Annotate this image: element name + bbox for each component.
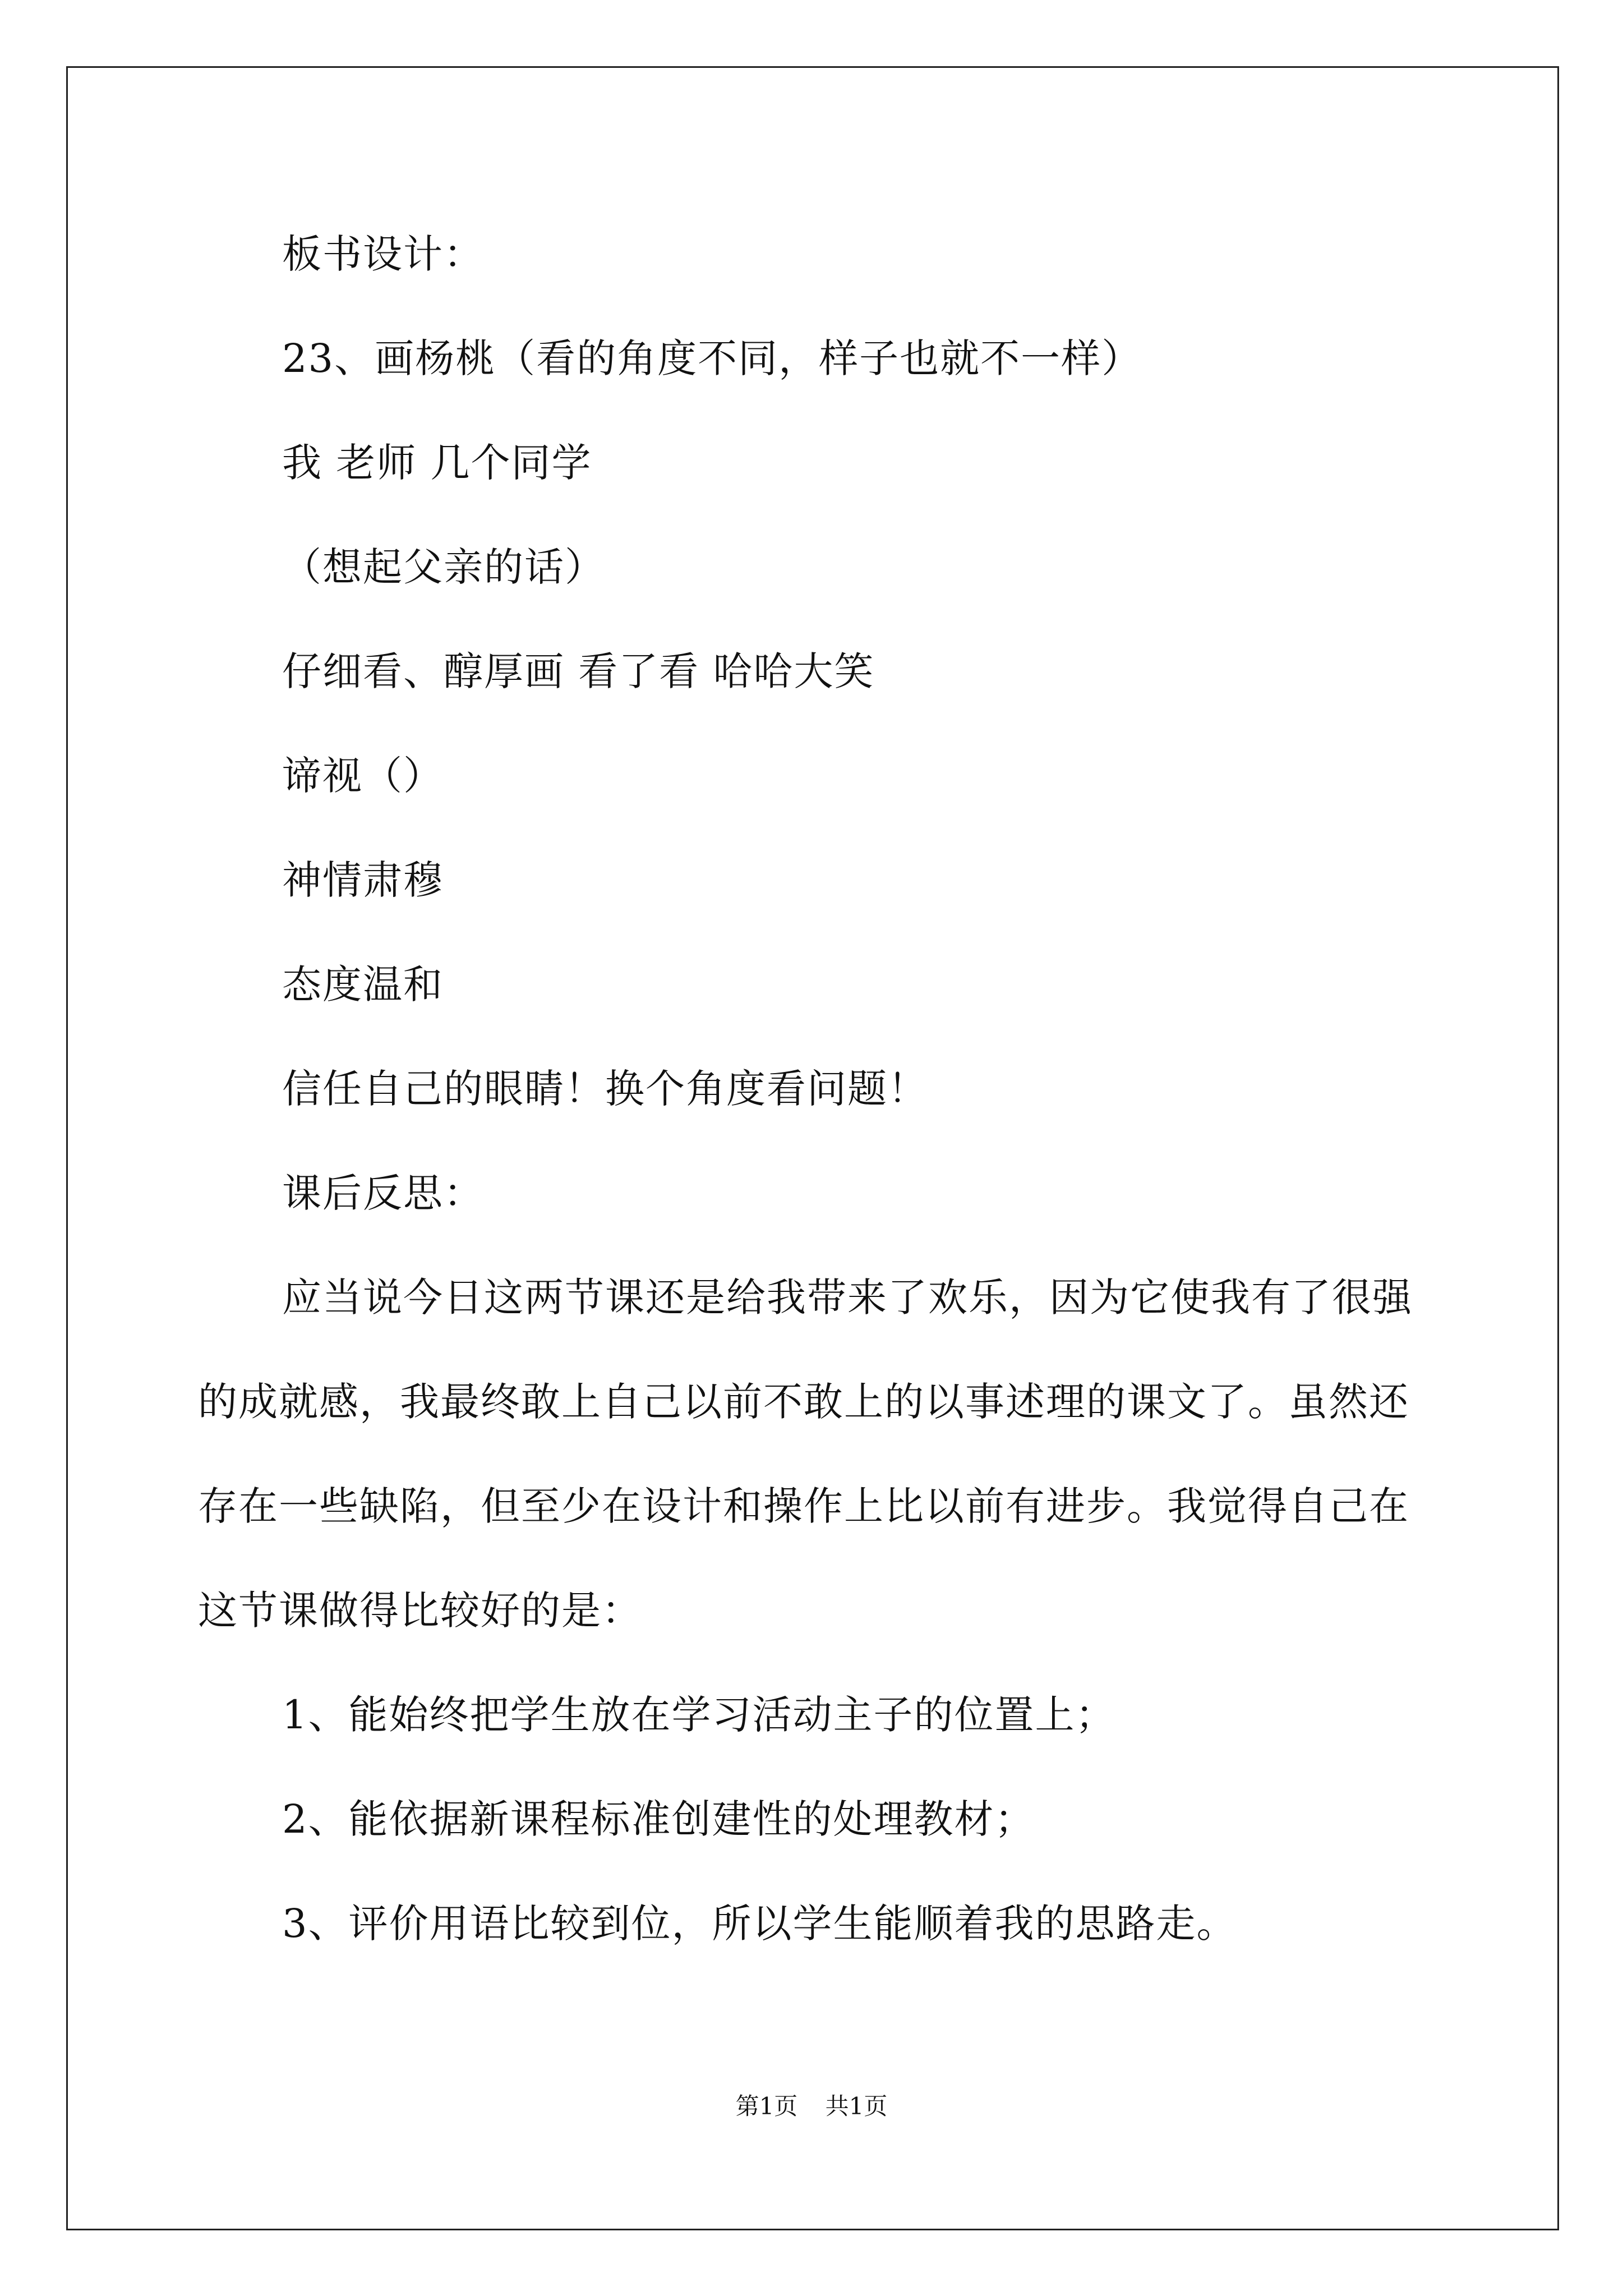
text-line: 谛视（） (282, 753, 444, 799)
paragraph-line: 这节课做得比较好的是： (198, 1588, 642, 1634)
paragraph-line: 存在一些缺陷，但至少在设计和操作上比以前有进步。我觉得自己在 (198, 1483, 1409, 1529)
text-line: 信任自己的眼睛！换个角度看问题！ (282, 1066, 928, 1112)
paragraph-line: 应当说今日这两节课还是给我带来了欢乐，因为它使我有了很强 (282, 1274, 1413, 1320)
heading-reflection: 课后反思： (282, 1170, 484, 1216)
text-line: 我 老师 几个同学 (282, 440, 592, 486)
list-item: 1、能始终把学生放在学习活动主子的位置上； (282, 1692, 1116, 1738)
list-item: 3、评价用语比较到位，所以学生能顺着我的思路走。 (282, 1901, 1237, 1947)
page-footer (0, 2090, 1623, 2123)
paragraph-line: 的成就感，我最终敢上自己以前不敢上的以事述理的课文了。虽然还 (198, 1379, 1409, 1425)
text-line: 态度温和 (282, 961, 444, 1007)
lesson-title: 23、画杨桃（看的角度不同，样子也就不一样） (282, 335, 1142, 381)
text-line: 仔细看、醇厚画 看了看 哈哈大笑 (282, 648, 875, 694)
heading-blackboard-design: 板书设计： (282, 231, 484, 277)
text-line: （想起父亲的话） (282, 544, 605, 590)
page-number-total: 共1页 (825, 2092, 888, 2120)
page-number-current: 第1页 (735, 2092, 798, 2120)
text-line: 神情肃穆 (282, 857, 444, 903)
list-item: 2、能依据新课程标准创建性的处理教材； (282, 1796, 1035, 1842)
